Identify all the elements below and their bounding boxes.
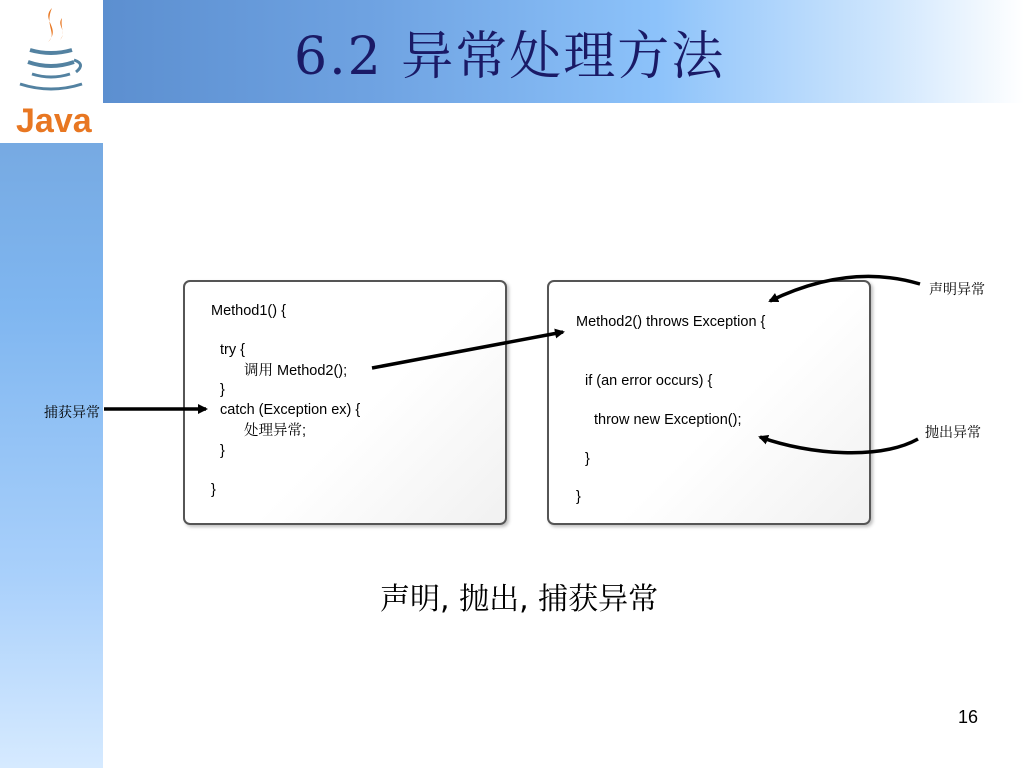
catch-exception-label: 捕获异常 (44, 405, 100, 421)
throw-exception-label: 抛出异常 (925, 425, 981, 441)
method2-line-1: Method2() throws Exception { (576, 314, 766, 330)
method2-line-4: } (585, 451, 590, 467)
method1-line-8: } (211, 482, 216, 498)
method1-line-6: 处理异常; (244, 423, 307, 439)
declare-arrow (770, 276, 920, 301)
method1-line-1: Method1() { (211, 303, 286, 319)
method1-line-4: } (220, 382, 225, 398)
slide-caption: 声明, 抛出, 捕获异常 (380, 582, 659, 617)
method1-line-7: } (220, 443, 225, 459)
method1-line-3: 调用 Method2(); (244, 363, 348, 379)
method2-line-5: } (576, 489, 581, 505)
page-title: 6.2 异常处理方法 (294, 27, 726, 87)
call-arrow (372, 332, 563, 368)
method2-line-3: throw new Exception(); (594, 412, 742, 428)
throw-arrow (760, 437, 918, 453)
logo-text: Java (16, 102, 92, 140)
method2-line-2: if (an error occurs) { (585, 373, 713, 389)
declare-exception-label: 声明异常 (929, 282, 985, 298)
method1-line-5: catch (Exception ex) { (220, 402, 361, 418)
page-number: 16 (958, 707, 979, 727)
method1-line-2: try { (220, 342, 245, 358)
